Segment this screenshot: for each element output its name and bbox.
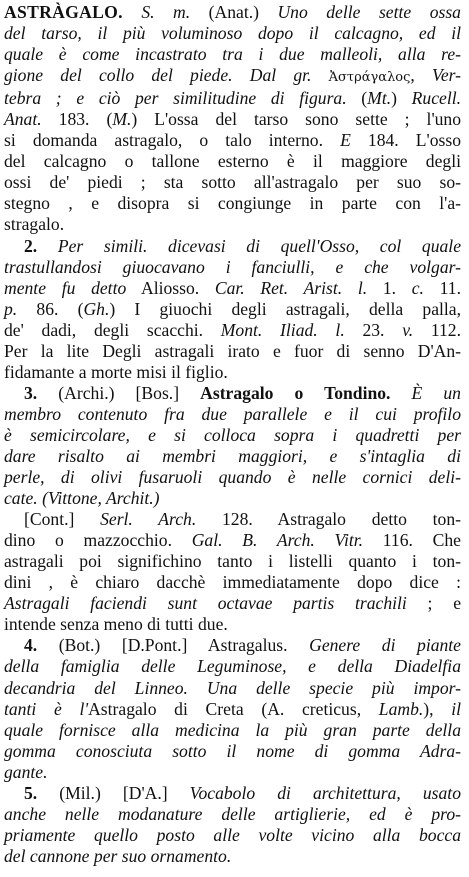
text-line [4, 656, 461, 677]
text-segment: dino o mazzocchio. [4, 530, 192, 551]
text-segment: il [451, 698, 462, 719]
text-segment: E [340, 130, 351, 151]
text-line [4, 446, 461, 467]
text-segment: cate. (Vittone, Archit.) [4, 488, 160, 509]
text-segment: ( [346, 88, 368, 109]
text-segment [147, 236, 168, 256]
text-segment: 86. ( [17, 298, 84, 319]
section-number: 2. [24, 235, 38, 256]
text-segment: dicevasi di quell'Osso, col quale [168, 235, 461, 256]
text-line [4, 635, 461, 656]
text-segment: Ver- [432, 65, 461, 86]
text-segment: della famiglia delle Leguminose, e della Diadelfia [4, 656, 461, 677]
text-line [4, 341, 461, 362]
text-segment: 11. [423, 277, 461, 298]
text-segment: ossi de' piedi ; sta sotto all'astragalo per suo so- [4, 172, 461, 193]
text-line [4, 362, 461, 383]
text-segment [390, 383, 411, 403]
text-line [4, 65, 461, 88]
text-line [4, 551, 461, 572]
text-segment: perle, di olivi fusaruoli quando è nelle cornici deli- [4, 467, 461, 488]
text-segment: 183. ( [41, 109, 113, 130]
entry-astragalo [4, 2, 461, 867]
text-segment: ), [423, 698, 452, 719]
text-segment: stegno , e disopra si congiunge in parte con l'a- [4, 193, 461, 214]
text-segment: decandria del Linneo. Una delle specie più impor- [4, 677, 461, 698]
text-segment: (Archi.) [Bos.] [37, 382, 201, 403]
text-line [4, 214, 461, 235]
text-line [4, 509, 461, 530]
text-line [4, 109, 461, 130]
text-segment: ) L'ossa del tarso sono sette ; l'uno [131, 109, 462, 130]
text-segment: Mt. [367, 88, 392, 109]
text-segment: mente fu detto [4, 277, 127, 298]
text-segment: fidamante a morte misi il figlio. [4, 361, 228, 382]
text-segment: Serl. Arch. [100, 509, 197, 530]
text-segment: gante. [4, 761, 48, 782]
text-line [4, 614, 461, 635]
text-segment: Vocabolo di architettura, usato [189, 782, 461, 803]
text-line [4, 572, 461, 593]
text-segment: c. [411, 277, 424, 298]
headword: ASTRÀGALO. [4, 2, 123, 22]
text-line [4, 825, 461, 846]
text-line [4, 44, 461, 65]
text-segment: de' dadi, degli scacchi. [4, 319, 221, 340]
text-line [4, 383, 461, 404]
text-segment [311, 65, 328, 85]
text-line [4, 23, 461, 44]
text-segment: del cannone per suo ornamento. [4, 845, 232, 866]
text-line [4, 88, 461, 109]
text-segment [37, 236, 58, 256]
text-segment: 128. Astragalo detto ton- [196, 509, 461, 530]
text-segment: (Anat.) [190, 2, 278, 22]
text-segment: dini , è chiaro dacchè immediatamente dopo dice : [4, 572, 461, 593]
text-segment: gomma conosciuta sotto il nome di gomma Adra- [4, 740, 461, 761]
text-line [4, 130, 461, 151]
text-segment: Gh. [83, 298, 110, 319]
text-line [4, 488, 461, 509]
text-segment: trastullandosi giuocavano i fanciulli, e che volgar- [4, 256, 461, 277]
text-segment: Mont. Iliad. l. [220, 319, 345, 340]
text-segment: Genere di piante [309, 635, 461, 656]
text-segment: del calcagno o tallone esterno è il maggiore degli [4, 151, 461, 172]
text-segment: Per la lite Degli astragali irato e fuor di senno D'An- [4, 340, 461, 361]
text-segment: gione del collo del piede. Dal gr. [4, 65, 312, 86]
text-segment: È un [411, 382, 461, 403]
text-line [4, 467, 461, 488]
text-segment: 116. Che [363, 530, 461, 551]
text-segment: ; e [406, 593, 462, 614]
text-segment: p. [4, 298, 18, 319]
text-segment [123, 2, 142, 22]
text-segment: (Mil.) [D'A.] [37, 782, 190, 803]
text-segment: Lamb. [378, 698, 424, 719]
text-line [4, 299, 461, 320]
text-line [4, 236, 461, 257]
text-segment: v. [402, 319, 414, 340]
text-segment: Aliosso. [126, 277, 215, 298]
text-segment: ) I giuochi degli astragali, della palla, [109, 298, 461, 319]
section-number: 3. [24, 382, 38, 403]
text-segment: stragalo. [4, 214, 65, 235]
text-segment: Per simili. [57, 235, 148, 256]
text-segment: è semicircolare, e si colloca sopra i quadretti per [4, 424, 461, 445]
text-line [4, 804, 461, 825]
text-segment: intende senza meno di tutti due. [4, 614, 228, 635]
text-segment: S. m. [141, 2, 191, 22]
text-segment: Gal. B. Arch. Vitr. [191, 530, 364, 551]
text-segment: 1. [367, 277, 412, 298]
text-segment: Anat. [4, 109, 42, 130]
text-line [4, 151, 461, 172]
text-segment: astragali poi significhino tanto i listelli quanto i ton- [4, 551, 461, 572]
text-segment: 23. [344, 319, 403, 340]
section-number: Astragalo o Tondino. [200, 382, 391, 403]
text-line [4, 2, 461, 23]
text-segment: M. [112, 109, 132, 130]
text-line [4, 257, 461, 278]
text-segment: anche nelle modanature delle artiglierie, ed è pro- [4, 803, 461, 824]
text-segment: [Cont.] [24, 509, 101, 530]
text-line [4, 762, 461, 783]
text-segment: Car. Ret. Arist. l. [214, 277, 368, 298]
text-line [4, 741, 461, 762]
text-segment: dare risalto ai membri maggiori, e s'intaglia di [4, 445, 461, 466]
text-line [4, 699, 461, 720]
section-number: 5. [24, 782, 38, 803]
text-line [4, 193, 461, 214]
section-number: 4. [24, 635, 38, 656]
text-segment: Rucell. [411, 88, 461, 109]
text-line [4, 172, 461, 193]
text-line [4, 720, 461, 741]
text-segment: , [410, 65, 433, 86]
text-segment: tanti è l' [4, 698, 89, 719]
text-segment: si domanda astragalo, o talo interno. [4, 130, 341, 151]
text-line [4, 320, 461, 341]
text-line [4, 846, 461, 867]
text-line [4, 783, 461, 804]
text-segment: priamente quello posto alle volte vicino alla bocca [4, 824, 461, 845]
text-line [4, 425, 461, 446]
text-segment: del tarso, il più voluminoso dopo il calcagno, ed il [4, 23, 461, 44]
text-line [4, 278, 461, 299]
text-segment: ) [391, 88, 412, 109]
text-line [4, 530, 461, 551]
text-segment: 184. L'osso [350, 130, 461, 151]
text-segment: Uno delle sette ossa [277, 2, 461, 22]
text-segment: quale fornisce alla medicina la più gran parte della [4, 719, 461, 740]
text-segment: Astragali faciendi sunt octavae partis trachili [4, 593, 407, 614]
text-segment: Astragalo di Creta (A. creticus, [88, 698, 379, 719]
text-segment: 112. [413, 319, 461, 340]
text-segment: (Bot.) [D.Pont.] Astragalus. [37, 635, 310, 656]
text-line [4, 404, 461, 425]
text-segment: membro contenuto fra due parallele e il cui profilo [4, 403, 461, 424]
text-segment: Ἀστράγαλος [328, 70, 411, 86]
text-segment: tebra ; e ciò per similitudine di figura. [4, 88, 347, 109]
text-line [4, 593, 461, 614]
text-line [4, 678, 461, 699]
text-segment: quale è come incastrato tra i due malleoli, alla re- [4, 44, 461, 65]
